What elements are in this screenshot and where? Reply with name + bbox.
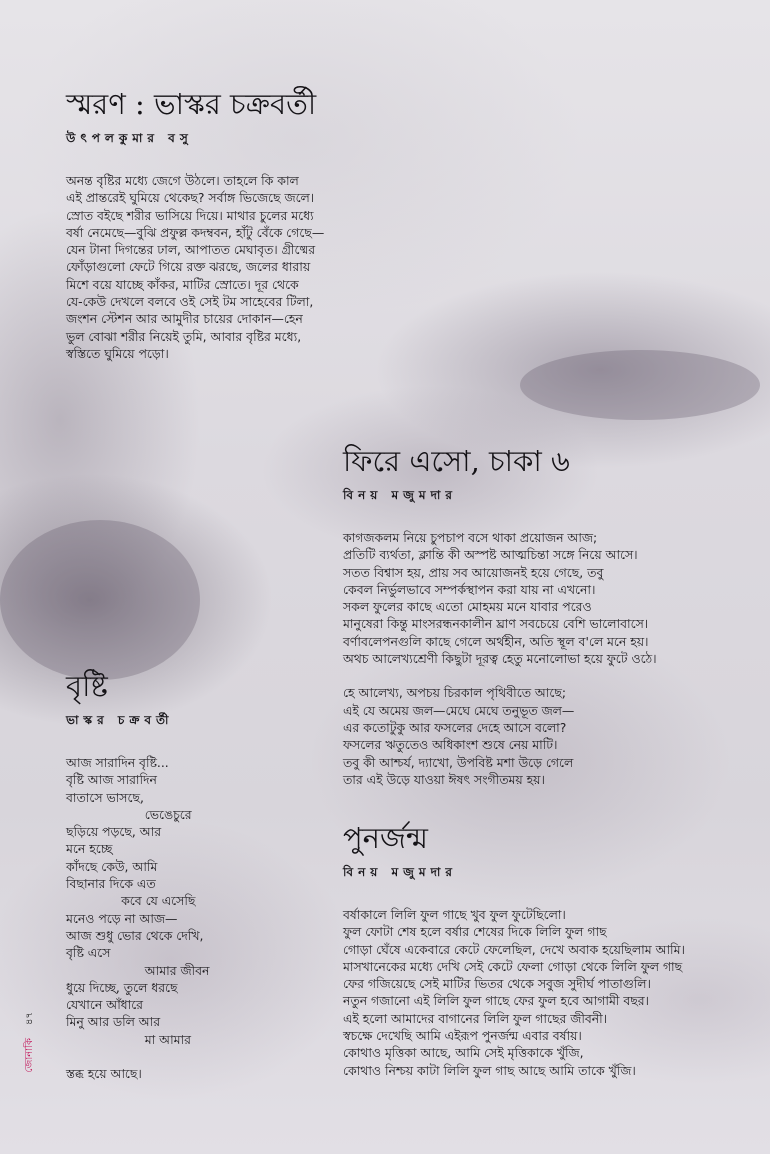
poem-line: কাগজকলম নিয়ে চুপচাপ বসে থাকা প্রয়োজন আজ;	[343, 530, 598, 545]
poem-line: সতত বিশ্বাস হয়, প্রায় সব আয়োজনই হয়ে গেছে, তবু	[343, 564, 604, 580]
poem-body	[66, 754, 286, 1083]
poem-line: স্রোত বইছে শরীর ভাসিয়ে দিয়ে। মাথার চুলের মধ্যে	[66, 207, 314, 223]
poem-line: ফের গজিয়েছে সেই মাটির ভিতর থেকে সবুজ সুদীর্ঘ পাতাগুলি।	[343, 976, 651, 992]
poem-phire-eso-chaka	[343, 443, 673, 788]
poem-line: আজ শুধু ভোর থেকে দেখি,	[66, 927, 204, 943]
poem-line: প্রতিটি ব্যর্থতা, ক্লান্তি কী অস্পষ্ট আত্মচিন্তা সঙ্গে নিয়ে আসে।	[343, 547, 638, 563]
poem-line: ফুল ফোটা শেষ হলে বর্ষার শেষের দিকে লিলি ফুল গাছ	[343, 924, 607, 940]
poem-line: স্বস্তিতে ঘুমিয়ে পড়ো।	[66, 345, 169, 361]
poem-line: মানুষেরা কিন্তু মাংসরন্ধনকালীন ঘ্রাণ সবচেয়ে বেশি ভালোবাসে।	[343, 616, 649, 632]
poem-line: অথচ আলেখ্যশ্রেণী কিছুটা দূরত্ব হেতু মনোলোভা হয়ে ফুটে ওঠে।	[343, 651, 657, 667]
poem-line: ধুয়ে দিচ্ছে, তুলে ধরছে	[66, 979, 178, 995]
stanza	[343, 529, 673, 667]
ink-wash-left	[0, 520, 200, 680]
poem-line	[66, 1048, 286, 1065]
poem-line: বৃষ্টি এসে	[66, 945, 111, 961]
poem-line: মনে হচ্ছে	[66, 841, 113, 857]
poem-line: সকল ফুলের কাছে এতো মোহময় মনে যাবার পরেও	[343, 599, 592, 615]
poem-line: হে আলেখ্য, অপচয় চিরকাল পৃথিবীতে আছে;	[343, 685, 567, 701]
poem-line: মিনু আর ডলি আর	[66, 1014, 161, 1030]
poem-line: বর্ণাবলেপনগুলি কাছে গেলে অর্থহীন, অতি স্থূল ব'লে মনে হয়।	[343, 633, 649, 649]
poem-line: বর্ষা নেমেছে—বুঝি প্রফুল্ল কদম্ববন, হাঁটু বেঁকে গেছে—	[66, 224, 325, 240]
poem-line: ছড়িয়ে পড়ছে, আর	[66, 824, 162, 840]
poem-line: এই প্রান্তরেই ঘুমিয়ে থেকেছ? সর্বাঙ্গ ভিজেছে জলে।	[66, 190, 315, 206]
poem-line: বিছানার দিকে এত	[66, 876, 156, 892]
poem-author: উৎপলকুমার বসু	[66, 131, 193, 145]
poem-line: এই যে অমেয় জল—মেঘে মেঘে তনুভূত জল—	[343, 702, 575, 718]
poem-punarjanma	[343, 820, 685, 1079]
page-folio	[22, 1012, 36, 1074]
stanza	[66, 172, 366, 362]
publication-name: জোনাকি	[24, 1038, 35, 1073]
poem-line: কোথাও মৃত্তিকা আছে, আমি সেই মৃত্তিকাকে খুঁজি,	[343, 1045, 584, 1061]
poem-body	[66, 172, 366, 362]
poem-line: কবে যে এসেছি	[66, 893, 196, 909]
poem-line: যেন টানা দিগন্তের ঢাল, আপাতত মেঘাবৃত। গ্রীষ্মের	[66, 242, 316, 258]
poem-line: ফোঁড়াগুলো ফেটে গিয়ে রক্ত ঝরছে, জলের ধারায়	[66, 259, 311, 275]
ink-wash-right	[520, 350, 760, 420]
stanza	[66, 754, 286, 1083]
poem-line: তবু কী আশ্চর্য, দ্যাখো, উপবিষ্ট মশা উড়ে গেলে	[343, 754, 574, 770]
poem-smaran	[66, 86, 366, 362]
poem-title: স্মরণ : ভাস্কর চক্রবর্তী	[66, 87, 317, 121]
poem-line: এর কতোটুকু আর ফসলের দেহে আসে বলো?	[343, 719, 567, 735]
poem-line: ভুল বোঝা শরীর নিয়েই তুমি, আবার বৃষ্টির মধ্যে,	[66, 328, 302, 344]
poem-line: কাঁদছে কেউ, আমি	[66, 858, 158, 874]
poem-line: নতুন গজানো এই লিলি ফুল গাছে ফের ফুল হবে আগামী বছর।	[343, 993, 649, 1009]
stanza	[343, 684, 673, 788]
poem-body	[343, 906, 685, 1079]
poem-line: অনন্ত বৃষ্টির মধ্যে জেগে উঠলে। তাহলে কি কাল	[66, 173, 299, 188]
poem-author: ভাস্কর চক্রবর্তী	[66, 713, 174, 727]
poem-line: যেখানে আঁধারে	[66, 997, 143, 1013]
poem-author: বিনয় মজুমদার	[343, 865, 457, 879]
poem-line: ভেঙেচুরে	[66, 806, 192, 822]
poem-line: জংশন স্টেশন আর আমুদীর চায়ের দোকান—হেন	[66, 311, 303, 327]
poem-line: আজ সারাদিন বৃষ্টি...	[66, 755, 169, 770]
page-number: ৪৭	[24, 1012, 35, 1025]
poem-line: ফসলের ঋতুতেও অধিকাংশ শুষে নেয় মাটি।	[343, 737, 558, 753]
poem-title: পুনর্জন্ম	[343, 821, 428, 855]
stanza	[343, 906, 685, 1079]
poem-line: কোথাও নিশ্চয় কাটা লিলি ফুল গাছ আছে আমি তাকে খুঁজি।	[343, 1062, 636, 1078]
poem-line: এই হলো আমাদের বাগানের লিলি ফুল গাছের জীবনী।	[343, 1010, 608, 1026]
poem-line: মা আমার	[66, 1031, 191, 1047]
poem-line: বর্ষাকালে লিলি ফুল গাছে খুব ফুল ফুটেছিলো।	[343, 907, 566, 922]
poem-line: বাতাসে ভাসছে,	[66, 789, 144, 805]
poem-title: ফিরে এসো, চাকা ৬	[343, 444, 570, 478]
poem-line: আমার জীবন	[66, 962, 210, 978]
poem-line: স্বচক্ষে দেখেছি আমি এইরূপ পুনর্জন্ম এবার বর্ষায়।	[343, 1028, 582, 1044]
poem-line: গোড়া ঘেঁষে একেবারে কেটে ফেলেছিল, দেখে অবাক হয়েছিলাম আমি।	[343, 941, 685, 957]
poem-line: কেবল নির্ভুলভাবে সম্পর্কস্থাপন করা যায় না এখনো।	[343, 581, 596, 597]
poem-line: যে-কেউ দেখলে বলবে ওই সেই টম সাহেবের টিলা,	[66, 294, 314, 310]
poem-line: মিশে বয়ে যাচ্ছে কাঁকর, মাটির স্রোতে। দূর থেকে	[66, 276, 299, 292]
poem-body	[343, 529, 673, 788]
poem-line: স্তব্ধ হয়ে আছে।	[66, 1066, 142, 1082]
poem-line: তার এই উড়ে যাওয়া ঈষৎ সংগীতময় হয়।	[343, 771, 545, 787]
poem-line: মনেও পড়ে না আজ—	[66, 910, 178, 926]
poem-title: বৃষ্টি	[66, 669, 108, 703]
poem-author: বিনয় মজুমদার	[343, 488, 457, 502]
poem-line: মাসখানেকের মধ্যে দেখি সেই কেটে ফেলা গোড়া থেকে লিলি ফুল গাছ	[343, 958, 683, 974]
poem-line: বৃষ্টি আজ সারাদিন	[66, 772, 157, 788]
poem-brishti	[66, 668, 286, 1083]
